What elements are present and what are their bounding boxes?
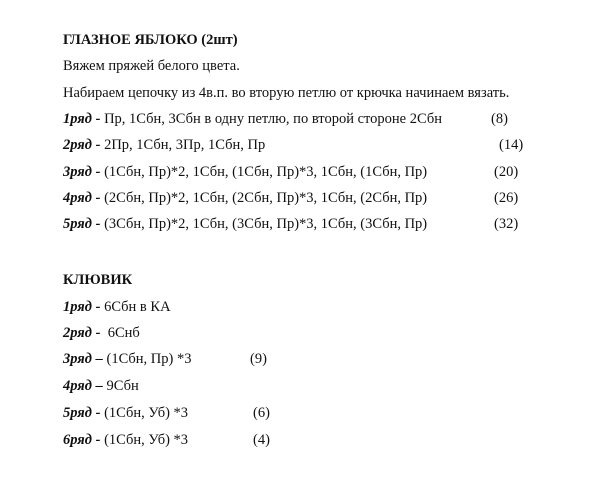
eyeball-row-5 — [63, 215, 427, 233]
row-label: 5ряд - — [63, 405, 101, 421]
row-text: 2Пр, 1Сбн, 3Пр, 1Сбн, Пр — [100, 137, 266, 153]
eyeball-row-2 — [63, 136, 265, 154]
beak-row-6-count: (4) — [253, 432, 270, 448]
row-label: 1ряд - — [63, 111, 101, 127]
row-text: (3Сбн, Пр)*2, 1Сбн, (3Сбн, Пр)*3, 1Сбн, (3Сбн, Пр) — [100, 216, 428, 232]
row-label: 4ряд – — [63, 378, 103, 394]
eyeball-row-1-count: (8) — [491, 111, 508, 127]
eyeball-row-3-count: (20) — [494, 164, 519, 180]
row-text: (2Сбн, Пр)*2, 1Сбн, (2Сбн, Пр)*3, 1Сбн, (2Сбн, Пр) — [100, 190, 428, 206]
row-text: 9Сбн — [102, 378, 139, 394]
row-text: (1Сбн, Пр)*2, 1Сбн, (1Сбн, Пр)*3, 1Сбн, (1Сбн, Пр) — [100, 164, 428, 180]
eyeball-row-2-count: (14) — [499, 137, 524, 153]
eyeball-row-5-count: (32) — [494, 216, 519, 232]
row-label: 4ряд - — [63, 190, 101, 206]
eyeball-row-4-count: (26) — [494, 190, 519, 206]
row-text: (1Сбн, Пр) *3 — [102, 351, 192, 367]
row-text: (1Сбн, Уб) *3 — [100, 432, 189, 448]
beak-row-3-count: (9) — [250, 351, 267, 367]
eyeball-intro-chain: Набираем цепочку из 4в.п. во вторую петлю от крючка начинаем вязать. — [63, 85, 510, 101]
beak-row-6 — [63, 431, 188, 449]
eyeball-title: ГЛАЗНОЕ ЯБЛОКО (2шт) — [63, 32, 238, 48]
beak-row-2 — [63, 324, 140, 342]
row-text: (1Сбн, Уб) *3 — [100, 405, 189, 421]
row-text: Пр, 1Сбн, 3Сбн в одну петлю, по второй стороне 2Сбн — [100, 111, 442, 127]
beak-row-3 — [63, 350, 191, 368]
row-label: 5ряд - — [63, 216, 101, 232]
eyeball-row-4 — [63, 189, 427, 207]
row-text: 6Снб — [100, 325, 140, 341]
row-label: 6ряд - — [63, 432, 101, 448]
eyeball-row-3 — [63, 163, 427, 181]
row-label: 2ряд - — [63, 137, 101, 153]
row-label: 3ряд – — [63, 351, 103, 367]
beak-row-4 — [63, 377, 139, 395]
beak-row-5-count: (6) — [253, 405, 270, 421]
row-label: 3ряд - — [63, 164, 101, 180]
row-label: 1ряд - — [63, 299, 101, 315]
beak-title: КЛЮВИК — [63, 272, 133, 288]
eyeball-row-1 — [63, 110, 442, 128]
row-text: 6Сбн в КА — [100, 299, 171, 315]
beak-row-5 — [63, 404, 188, 422]
row-label: 2ряд - — [63, 325, 101, 341]
beak-row-1 — [63, 298, 171, 316]
eyeball-intro-color: Вяжем пряжей белого цвета. — [63, 58, 240, 74]
